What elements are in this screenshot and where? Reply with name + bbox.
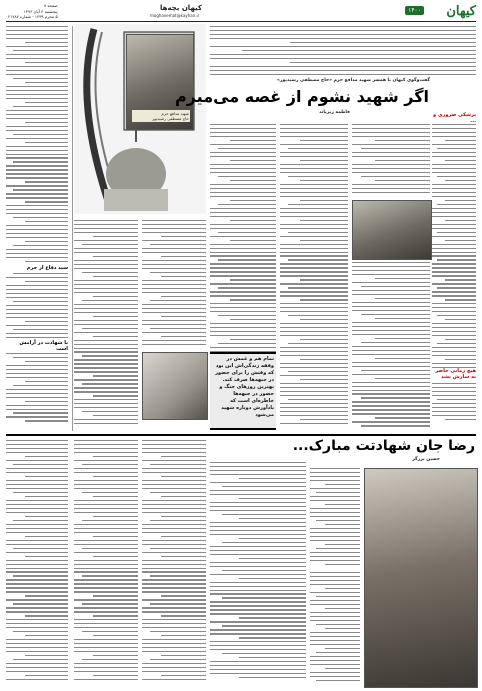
body-col-6 bbox=[352, 124, 430, 198]
portrait-caption-name: حاج مصطفی رشیدپور bbox=[152, 116, 189, 121]
right-subhead-1: پزشکی ضروری و ... bbox=[433, 112, 476, 124]
bottom-portrait bbox=[364, 468, 478, 688]
body-col-5 bbox=[280, 124, 348, 429]
section-logo: کیهان بچه‌ها bbox=[160, 4, 202, 12]
hospital-photo bbox=[142, 352, 208, 420]
masthead-rule bbox=[6, 21, 476, 22]
issue-info bbox=[8, 3, 58, 20]
pull-quote: تمام هم و غمش در وقفه زندگی‌اش این بود که وقتش را برای حضور در جبهه‌ها صرف کند. بهترین روزهای جنگ و حضور در جبهه‌ها خاطره‌ای است که یادآورش دوباره شهید می‌شود bbox=[210, 352, 276, 430]
soldier-photo bbox=[352, 200, 432, 260]
bottom-col-3 bbox=[142, 440, 206, 685]
lead-paragraph bbox=[210, 26, 476, 78]
main-byline: فاطمه زیرپاند bbox=[319, 110, 350, 115]
right-subhead-2: هیچ زمانی حاضر به سازش نشد bbox=[432, 368, 476, 380]
portrait-caption-title: شهید مدافع حرم bbox=[161, 111, 189, 116]
left-column-text bbox=[6, 26, 68, 431]
bottom-col-1 bbox=[6, 440, 68, 685]
bottom-col-5b bbox=[310, 572, 360, 685]
masthead-logo: کیهان bbox=[446, 4, 476, 19]
left-subhead-2: با شهادت در آرامش است bbox=[6, 340, 68, 352]
bottom-byline: حسین برزگر bbox=[412, 457, 440, 462]
main-kicker: گفت‌وگوی کیهان با همسر شهید مدافع حرم «حاج مصطفی رشیدپور» bbox=[277, 78, 430, 83]
body-col-2 bbox=[142, 220, 206, 350]
bottom-col-2 bbox=[74, 440, 138, 685]
left-subhead-1: سید دفاع از حرم bbox=[6, 265, 68, 271]
edition-badge: ۱۴۰۰ bbox=[405, 6, 424, 15]
issue-line: ۵ محرم ۱۴۳۹ - شماره ۲۱۷۸۷ bbox=[8, 14, 58, 19]
column-divider bbox=[72, 26, 73, 431]
bottom-col-5 bbox=[310, 468, 360, 568]
body-col-1 bbox=[74, 220, 138, 430]
shrine-photo bbox=[74, 24, 206, 214]
page-number: صفحه ۸ bbox=[44, 3, 58, 8]
bottom-headline: رضا جان شهادتت مبارک... bbox=[292, 438, 475, 454]
main-headline: اگر شهید نشوم از غصه می‌میرم bbox=[174, 87, 429, 106]
portrait-caption bbox=[132, 110, 190, 122]
bottom-col-4 bbox=[210, 462, 306, 685]
body-col-6b bbox=[352, 262, 430, 430]
date-line: پنجشنبه ۴ آبان ۱۳۹۶ bbox=[23, 8, 58, 14]
section-email: moghavemat@kayhan.ir bbox=[150, 13, 200, 18]
